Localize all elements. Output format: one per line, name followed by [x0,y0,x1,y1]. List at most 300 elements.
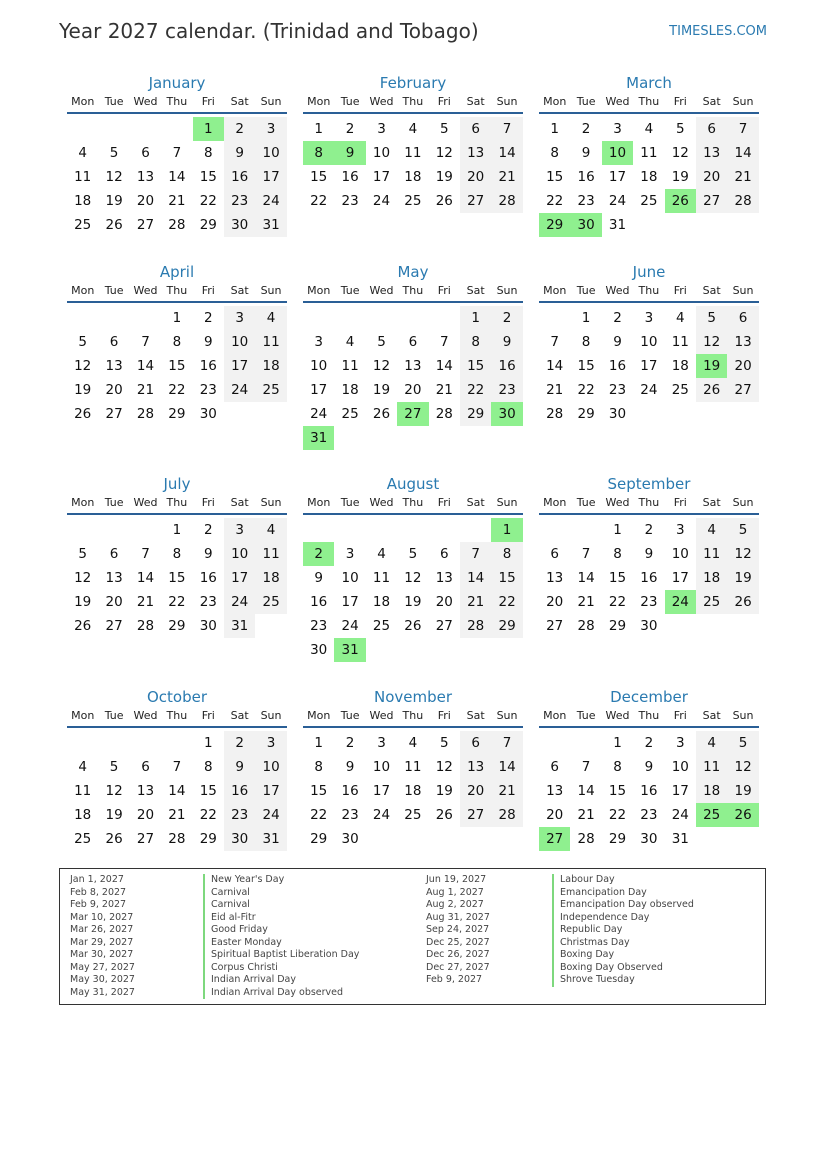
day-cell[interactable]: 30 [224,213,255,237]
day-cell[interactable]: 24 [255,189,286,213]
day-cell[interactable]: 13 [105,570,123,586]
day-cell[interactable]: 1 [203,735,213,751]
day-cell[interactable]: 15 [577,358,595,374]
day-cell[interactable]: 30 [341,831,359,847]
day-cell[interactable]: 18 [404,169,422,185]
day-cell[interactable]: 4 [696,518,727,542]
day-cell[interactable]: 5 [377,334,386,350]
day-cell[interactable]: 31 [671,831,689,847]
day-cell[interactable]: 20 [136,193,155,209]
day-cell[interactable]: 24 [671,807,689,823]
day-cell[interactable]: 8 [581,334,591,350]
day-cell[interactable]: 25 [696,590,727,614]
day-cell[interactable]: 2 [581,121,591,137]
day-cell[interactable]: 22 [460,378,491,402]
day-cell[interactable]: 3 [224,306,255,330]
holiday-day-cell[interactable]: 24 [665,590,696,614]
day-cell[interactable]: 11 [255,330,286,354]
day-cell[interactable]: 12 [404,570,422,586]
day-cell[interactable]: 28 [577,618,595,634]
day-cell[interactable]: 31 [608,217,627,233]
day-cell[interactable]: 29 [608,831,627,847]
day-cell[interactable]: 22 [608,807,627,823]
day-cell[interactable]: 11 [74,783,92,799]
day-cell[interactable]: 27 [105,406,123,422]
day-cell[interactable]: 4 [675,310,685,326]
day-cell[interactable]: 11 [640,145,658,161]
day-cell[interactable]: 1 [613,522,622,538]
day-cell[interactable]: 3 [377,121,386,137]
day-cell[interactable]: 20 [546,807,564,823]
day-cell[interactable]: 5 [408,546,418,562]
day-cell[interactable]: 15 [608,783,627,799]
day-cell[interactable]: 21 [727,165,758,189]
day-cell[interactable]: 6 [439,546,449,562]
day-cell[interactable]: 18 [671,358,689,374]
day-cell[interactable]: 11 [255,542,286,566]
day-cell[interactable]: 1 [613,735,622,751]
day-cell[interactable]: 2 [644,735,654,751]
day-cell[interactable]: 2 [203,522,213,538]
day-cell[interactable]: 24 [372,193,391,209]
day-cell[interactable]: 10 [671,759,689,775]
day-cell[interactable]: 21 [577,594,595,610]
day-cell[interactable]: 16 [577,169,595,185]
day-cell[interactable]: 3 [675,735,685,751]
day-cell[interactable]: 24 [608,193,627,209]
day-cell[interactable]: 24 [341,618,359,634]
day-cell[interactable]: 10 [255,755,286,779]
day-cell[interactable]: 21 [435,382,453,398]
day-cell[interactable]: 29 [608,618,627,634]
day-cell[interactable]: 6 [408,334,418,350]
day-cell[interactable]: 7 [581,759,591,775]
day-cell[interactable]: 25 [341,406,359,422]
day-cell[interactable]: 11 [341,358,359,374]
day-cell[interactable]: 28 [491,189,522,213]
day-cell[interactable]: 14 [460,566,491,590]
day-cell[interactable]: 11 [671,334,689,350]
day-cell[interactable]: 13 [136,783,155,799]
day-cell[interactable]: 5 [696,306,727,330]
day-cell[interactable]: 15 [199,783,217,799]
day-cell[interactable]: 27 [546,618,564,634]
day-cell[interactable]: 19 [727,779,758,803]
day-cell[interactable]: 22 [577,382,595,398]
day-cell[interactable]: 2 [644,522,654,538]
day-cell[interactable]: 9 [203,546,213,562]
day-cell[interactable]: 30 [608,406,627,422]
day-cell[interactable]: 12 [105,783,123,799]
day-cell[interactable]: 5 [78,334,87,350]
day-cell[interactable]: 6 [550,546,559,562]
day-cell[interactable]: 1 [172,310,182,326]
day-cell[interactable]: 23 [341,807,359,823]
day-cell[interactable]: 2 [613,310,622,326]
day-cell[interactable]: 18 [696,779,727,803]
day-cell[interactable]: 21 [168,807,186,823]
day-cell[interactable]: 23 [608,382,627,398]
day-cell[interactable]: 9 [314,570,323,586]
day-cell[interactable]: 8 [172,546,182,562]
day-cell[interactable]: 20 [404,382,422,398]
day-cell[interactable]: 12 [74,570,92,586]
day-cell[interactable]: 14 [435,358,453,374]
day-cell[interactable]: 18 [404,783,422,799]
day-cell[interactable]: 23 [341,193,359,209]
day-cell[interactable]: 13 [546,570,564,586]
day-cell[interactable]: 22 [199,807,217,823]
day-cell[interactable]: 22 [310,807,328,823]
day-cell[interactable]: 17 [341,594,359,610]
day-cell[interactable]: 13 [404,358,422,374]
day-cell[interactable]: 3 [377,735,386,751]
holiday-day-cell[interactable]: 25 [696,803,727,827]
day-cell[interactable]: 13 [696,141,727,165]
day-cell[interactable]: 10 [640,334,658,350]
day-cell[interactable]: 14 [136,570,155,586]
day-cell[interactable]: 17 [671,570,689,586]
day-cell[interactable]: 1 [172,522,182,538]
day-cell[interactable]: 6 [550,759,559,775]
day-cell[interactable]: 2 [203,310,213,326]
day-cell[interactable]: 5 [439,121,449,137]
day-cell[interactable]: 9 [491,330,522,354]
day-cell[interactable]: 17 [224,566,255,590]
day-cell[interactable]: 25 [404,807,422,823]
day-cell[interactable]: 29 [168,406,186,422]
day-cell[interactable]: 3 [314,334,323,350]
day-cell[interactable]: 14 [727,141,758,165]
day-cell[interactable]: 27 [136,217,155,233]
day-cell[interactable]: 16 [199,358,217,374]
day-cell[interactable]: 25 [671,382,689,398]
holiday-day-cell[interactable]: 31 [303,426,334,450]
day-cell[interactable]: 29 [168,618,186,634]
day-cell[interactable]: 25 [74,217,92,233]
day-cell[interactable]: 1 [550,121,559,137]
day-cell[interactable]: 4 [255,306,286,330]
day-cell[interactable]: 6 [696,117,727,141]
day-cell[interactable]: 29 [460,402,491,426]
day-cell[interactable]: 26 [372,406,391,422]
day-cell[interactable]: 4 [408,735,418,751]
day-cell[interactable]: 20 [136,807,155,823]
day-cell[interactable]: 8 [203,759,213,775]
day-cell[interactable]: 19 [372,382,391,398]
holiday-day-cell[interactable]: 9 [334,141,365,165]
day-cell[interactable]: 28 [727,189,758,213]
day-cell[interactable]: 3 [675,522,685,538]
day-cell[interactable]: 5 [439,735,449,751]
day-cell[interactable]: 25 [255,378,286,402]
day-cell[interactable]: 18 [74,193,92,209]
day-cell[interactable]: 9 [224,141,255,165]
holiday-day-cell[interactable]: 1 [491,518,522,542]
day-cell[interactable]: 14 [491,755,522,779]
holiday-day-cell[interactable]: 27 [539,827,570,851]
day-cell[interactable]: 15 [199,169,217,185]
day-cell[interactable]: 17 [372,169,391,185]
day-cell[interactable]: 13 [546,783,564,799]
holiday-day-cell[interactable]: 30 [491,402,522,426]
day-cell[interactable]: 27 [105,618,123,634]
day-cell[interactable]: 12 [671,145,689,161]
day-cell[interactable]: 5 [109,759,119,775]
day-cell[interactable]: 8 [172,334,182,350]
day-cell[interactable]: 16 [224,165,255,189]
day-cell[interactable]: 10 [310,358,328,374]
day-cell[interactable]: 15 [460,354,491,378]
day-cell[interactable]: 12 [435,759,453,775]
day-cell[interactable]: 26 [696,378,727,402]
day-cell[interactable]: 12 [727,542,758,566]
holiday-day-cell[interactable]: 29 [539,213,570,237]
day-cell[interactable]: 19 [105,193,123,209]
day-cell[interactable]: 11 [696,542,727,566]
day-cell[interactable]: 28 [460,614,491,638]
day-cell[interactable]: 23 [310,618,328,634]
holiday-day-cell[interactable]: 26 [727,803,758,827]
day-cell[interactable]: 26 [74,618,92,634]
day-cell[interactable]: 13 [460,141,491,165]
day-cell[interactable]: 5 [727,518,758,542]
day-cell[interactable]: 12 [105,169,123,185]
day-cell[interactable]: 25 [640,193,658,209]
day-cell[interactable]: 2 [345,735,355,751]
day-cell[interactable]: 3 [224,518,255,542]
day-cell[interactable]: 9 [644,759,654,775]
holiday-day-cell[interactable]: 31 [334,638,365,662]
day-cell[interactable]: 6 [141,145,150,161]
day-cell[interactable]: 21 [491,779,522,803]
day-cell[interactable]: 20 [435,594,453,610]
day-cell[interactable]: 10 [224,542,255,566]
day-cell[interactable]: 16 [491,354,522,378]
day-cell[interactable]: 5 [78,546,87,562]
day-cell[interactable]: 28 [168,217,186,233]
day-cell[interactable]: 13 [727,330,758,354]
day-cell[interactable]: 8 [460,330,491,354]
day-cell[interactable]: 16 [341,783,359,799]
day-cell[interactable]: 26 [404,618,422,634]
day-cell[interactable]: 22 [310,193,328,209]
day-cell[interactable]: 19 [671,169,689,185]
day-cell[interactable]: 23 [224,189,255,213]
day-cell[interactable]: 26 [435,193,453,209]
day-cell[interactable]: 12 [435,145,453,161]
day-cell[interactable]: 4 [377,546,386,562]
day-cell[interactable]: 25 [255,590,286,614]
day-cell[interactable]: 21 [460,590,491,614]
day-cell[interactable]: 30 [640,831,658,847]
day-cell[interactable]: 16 [640,570,658,586]
holiday-day-cell[interactable]: 27 [397,402,428,426]
holiday-day-cell[interactable]: 2 [303,542,334,566]
day-cell[interactable]: 9 [613,334,622,350]
day-cell[interactable]: 19 [74,382,92,398]
day-cell[interactable]: 5 [727,731,758,755]
day-cell[interactable]: 11 [696,755,727,779]
day-cell[interactable]: 30 [199,618,217,634]
day-cell[interactable]: 14 [546,358,564,374]
day-cell[interactable]: 18 [696,566,727,590]
day-cell[interactable]: 28 [168,831,186,847]
day-cell[interactable]: 20 [460,165,491,189]
day-cell[interactable]: 9 [345,759,355,775]
day-cell[interactable]: 2 [491,306,522,330]
day-cell[interactable]: 16 [224,779,255,803]
day-cell[interactable]: 14 [168,169,186,185]
day-cell[interactable]: 11 [74,169,92,185]
day-cell[interactable]: 27 [727,378,758,402]
day-cell[interactable]: 31 [255,827,286,851]
day-cell[interactable]: 17 [255,165,286,189]
day-cell[interactable]: 1 [314,121,323,137]
day-cell[interactable]: 4 [644,121,654,137]
day-cell[interactable]: 23 [640,594,658,610]
holiday-day-cell[interactable]: 30 [570,213,601,237]
day-cell[interactable]: 7 [172,759,182,775]
day-cell[interactable]: 27 [696,189,727,213]
day-cell[interactable]: 18 [74,807,92,823]
day-cell[interactable]: 15 [310,169,328,185]
day-cell[interactable]: 27 [136,831,155,847]
day-cell[interactable]: 9 [644,546,654,562]
day-cell[interactable]: 7 [439,334,449,350]
day-cell[interactable]: 17 [608,169,627,185]
day-cell[interactable]: 17 [671,783,689,799]
day-cell[interactable]: 4 [696,731,727,755]
day-cell[interactable]: 16 [310,594,328,610]
day-cell[interactable]: 8 [491,542,522,566]
day-cell[interactable]: 8 [314,759,323,775]
day-cell[interactable]: 20 [460,779,491,803]
day-cell[interactable]: 16 [608,358,627,374]
day-cell[interactable]: 18 [640,169,658,185]
day-cell[interactable]: 26 [74,406,92,422]
holiday-day-cell[interactable]: 26 [665,189,696,213]
day-cell[interactable]: 30 [310,642,328,658]
day-cell[interactable]: 12 [696,330,727,354]
day-cell[interactable]: 12 [727,755,758,779]
day-cell[interactable]: 22 [168,594,186,610]
day-cell[interactable]: 5 [109,145,119,161]
day-cell[interactable]: 13 [460,755,491,779]
day-cell[interactable]: 7 [172,145,182,161]
day-cell[interactable]: 20 [727,354,758,378]
day-cell[interactable]: 6 [109,546,119,562]
day-cell[interactable]: 18 [341,382,359,398]
day-cell[interactable]: 17 [224,354,255,378]
day-cell[interactable]: 29 [199,831,217,847]
day-cell[interactable]: 15 [168,358,186,374]
day-cell[interactable]: 28 [435,406,453,422]
day-cell[interactable]: 14 [577,570,595,586]
day-cell[interactable]: 2 [345,121,355,137]
day-cell[interactable]: 23 [199,594,217,610]
day-cell[interactable]: 18 [255,354,286,378]
day-cell[interactable]: 1 [460,306,491,330]
holiday-day-cell[interactable]: 10 [602,141,633,165]
day-cell[interactable]: 24 [224,590,255,614]
day-cell[interactable]: 28 [491,803,522,827]
day-cell[interactable]: 31 [255,213,286,237]
day-cell[interactable]: 14 [168,783,186,799]
day-cell[interactable]: 22 [608,594,627,610]
day-cell[interactable]: 19 [74,594,92,610]
day-cell[interactable]: 16 [341,169,359,185]
day-cell[interactable]: 17 [310,382,328,398]
day-cell[interactable]: 20 [105,594,123,610]
day-cell[interactable]: 1 [314,735,323,751]
day-cell[interactable]: 22 [491,590,522,614]
day-cell[interactable]: 6 [727,306,758,330]
day-cell[interactable]: 4 [255,518,286,542]
day-cell[interactable]: 23 [640,807,658,823]
day-cell[interactable]: 25 [372,618,391,634]
day-cell[interactable]: 7 [141,546,150,562]
day-cell[interactable]: 29 [310,831,328,847]
day-cell[interactable]: 30 [224,827,255,851]
day-cell[interactable]: 9 [224,755,255,779]
day-cell[interactable]: 8 [613,759,622,775]
day-cell[interactable]: 15 [608,570,627,586]
day-cell[interactable]: 13 [136,169,155,185]
day-cell[interactable]: 20 [546,594,564,610]
day-cell[interactable]: 10 [671,546,689,562]
day-cell[interactable]: 24 [640,382,658,398]
day-cell[interactable]: 19 [105,807,123,823]
day-cell[interactable]: 30 [640,618,658,634]
day-cell[interactable]: 9 [581,145,591,161]
day-cell[interactable]: 19 [435,783,453,799]
day-cell[interactable]: 4 [78,145,87,161]
day-cell[interactable]: 23 [577,193,595,209]
day-cell[interactable]: 18 [255,566,286,590]
day-cell[interactable]: 10 [224,330,255,354]
day-cell[interactable]: 27 [435,618,453,634]
day-cell[interactable]: 7 [491,731,522,755]
day-cell[interactable]: 27 [460,803,491,827]
day-cell[interactable]: 8 [203,145,213,161]
day-cell[interactable]: 22 [546,193,564,209]
holiday-day-cell[interactable]: 1 [193,117,224,141]
day-cell[interactable]: 17 [640,358,658,374]
day-cell[interactable]: 10 [372,759,391,775]
day-cell[interactable]: 10 [372,145,391,161]
day-cell[interactable]: 4 [78,759,87,775]
day-cell[interactable]: 7 [581,546,591,562]
day-cell[interactable]: 8 [550,145,559,161]
day-cell[interactable]: 10 [255,141,286,165]
day-cell[interactable]: 13 [105,358,123,374]
day-cell[interactable]: 15 [310,783,328,799]
day-cell[interactable]: 27 [460,189,491,213]
day-cell[interactable]: 15 [546,169,564,185]
day-cell[interactable]: 20 [105,382,123,398]
day-cell[interactable]: 7 [550,334,559,350]
day-cell[interactable]: 17 [255,779,286,803]
day-cell[interactable]: 21 [168,193,186,209]
day-cell[interactable]: 16 [640,783,658,799]
day-cell[interactable]: 3 [644,310,654,326]
day-cell[interactable]: 6 [460,731,491,755]
day-cell[interactable]: 14 [136,358,155,374]
day-cell[interactable]: 17 [372,783,391,799]
day-cell[interactable]: 2 [224,731,255,755]
day-cell[interactable]: 24 [372,807,391,823]
